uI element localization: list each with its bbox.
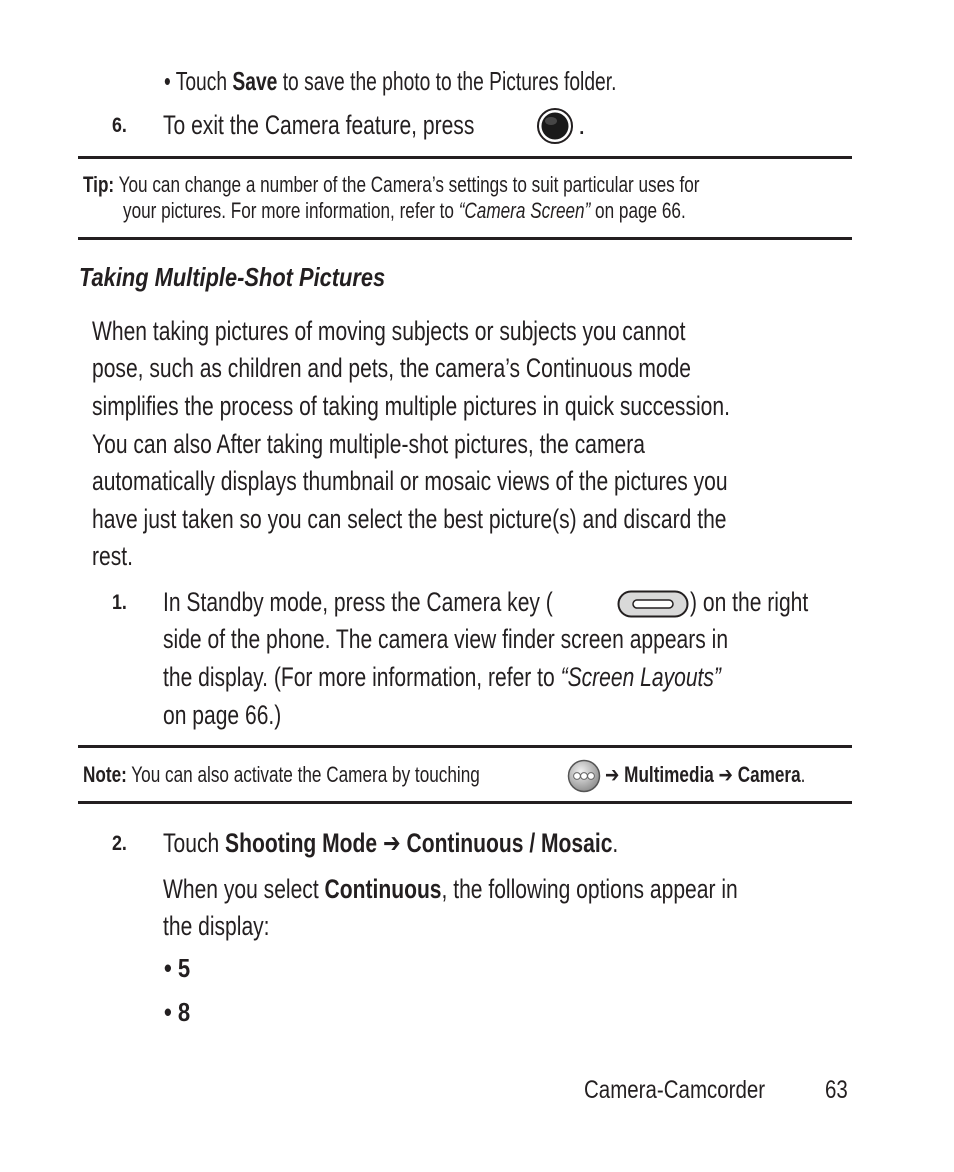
step-2-sub-text: When you select [163,874,325,904]
step-6-label: To exit the Camera feature, press [163,110,481,140]
step-1-line-4: on page 66.) [163,700,282,730]
menu-icon[interactable] [567,759,601,793]
tip-line-2 [123,198,844,224]
note-text: You can also activate the Camera by touching [126,762,480,787]
section-heading: Taking Multiple-Shot Pictures [79,262,386,292]
step-2-text: Touch [163,828,226,858]
multimedia-menu-item[interactable]: Multimedia [624,762,714,787]
page-number: 63 [825,1076,848,1104]
step-1-line-3-text: the display. (For more information, refer to [163,662,561,692]
note-period: . [800,762,806,787]
bullet-text: • Touch [164,66,233,96]
continuous-label: Continuous [324,874,442,904]
step-1-line-1: In Standby mode, press the Camera key ( [163,587,553,617]
tip-label: Tip: [83,172,115,197]
paragraph-line: When taking pictures of moving subjects or subjects you cannot [92,316,686,346]
step-2-number: 2. [112,832,127,855]
step-1-line-2: side of the phone. The camera view finder screen appears in [163,624,729,654]
arrow-icon: ➔ [377,828,407,858]
paragraph-line: simplifies the process of taking multiple pictures in quick succession. [92,391,730,421]
camera-key-icon [617,590,689,618]
step-2-line [163,828,747,858]
step-6-text [163,110,570,140]
arrow-icon: ➔ [605,762,625,787]
paragraph-line: You can also After taking multiple-shot pictures, the camera [92,429,645,459]
tip-text: You can change a number of the Camera’s settings to suit particular uses for [118,172,700,197]
paragraph-line: rest. [92,541,133,571]
arrow-icon: ➔ [713,762,738,787]
step-1-line-1-end: ) on the right [690,587,809,617]
step-2-period: . [612,828,619,858]
footer-section: Camera-Camcorder [584,1076,766,1104]
option-5: • 5 [164,953,191,983]
note-top-rule [78,745,852,748]
step-2-sub-line-2: the display: [163,911,270,941]
shooting-mode-option[interactable]: Shooting Mode [225,828,378,858]
paragraph-line: have just taken so you can select the best picture(s) and discard the [92,504,727,534]
bullet-rest: to save the photo to the Pictures folder. [277,66,617,96]
step-2-sub-rest: , the following options appear in [441,874,738,904]
option-8: • 8 [164,997,191,1027]
save-bullet [164,66,775,96]
step-1-line-3 [163,662,878,692]
camera-screen-link[interactable]: “Camera Screen” [458,198,591,223]
tip-line-1 [83,172,873,198]
tip-top-rule [78,156,852,159]
note-line [83,762,592,788]
step-1-number: 1. [112,591,127,614]
camera-menu-item[interactable]: Camera [737,762,801,787]
step-6-number: 6. [112,114,127,137]
screen-layouts-link[interactable]: “Screen Layouts” [560,662,721,692]
tip-line-2-text: your pictures. For more information, refer to [123,198,459,223]
note-path [605,762,862,788]
note-bottom-rule [78,801,852,804]
continuous-mosaic-option[interactable]: Continuous / Mosaic [406,828,613,858]
step-6-period: . [578,110,586,140]
paragraph-line: pose, such as children and pets, the camera’s Continuous mode [92,353,692,383]
tip-line-2-end: on page 66. [590,198,686,223]
end-key-icon [536,107,574,145]
paragraph-line: automatically displays thumbnail or mosaic views of the pictures you [92,466,728,496]
tip-bottom-rule [78,237,852,240]
note-label: Note: [83,762,127,787]
step-2-sub-line-1 [163,874,900,904]
save-label: Save [232,66,278,96]
